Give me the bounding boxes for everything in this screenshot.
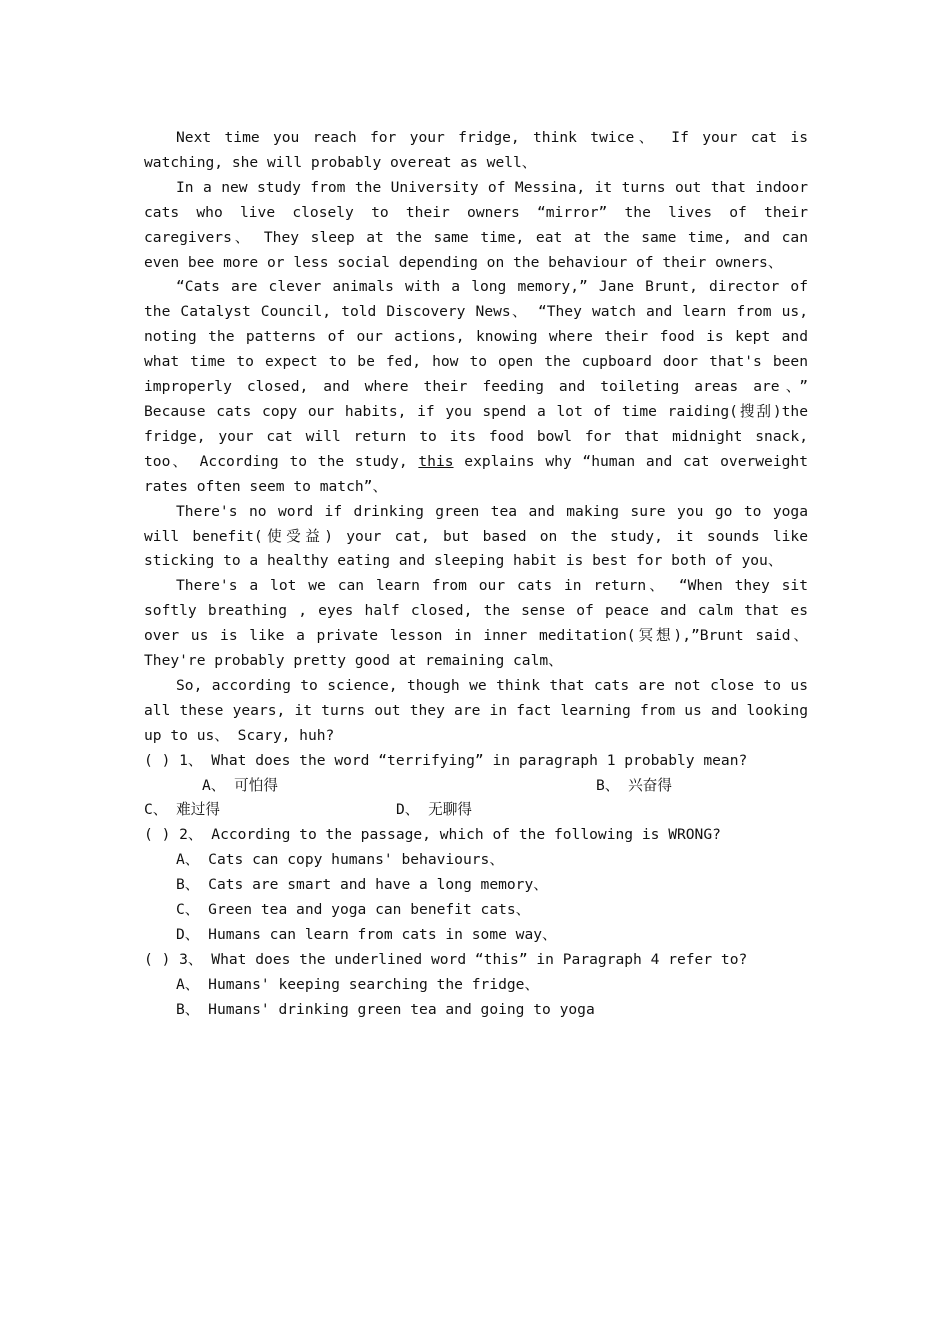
question-2-option-a: A、 Cats can copy humans' behaviours、 bbox=[176, 851, 504, 869]
paragraph-3 bbox=[144, 275, 808, 499]
question-1-option-d: D、 无聊得 bbox=[396, 801, 472, 819]
question-1-option-c: C、 难过得 bbox=[144, 801, 220, 819]
question-2-option-b: B、 Cats are smart and have a long memory、 bbox=[176, 876, 548, 894]
underlined-word-this: this bbox=[418, 452, 454, 470]
question-2: ( ) 2、 According to the passage, which of the following is WRONG? bbox=[144, 826, 721, 844]
question-1-options-row-2 bbox=[144, 798, 808, 823]
question-1-options-row-1 bbox=[144, 774, 808, 799]
question-2-option-c: C、 Green tea and yoga can benefit cats、 bbox=[176, 901, 531, 919]
question-1-option-b: B、 兴奋得 bbox=[596, 776, 672, 794]
paragraph-5: There's a lot we can learn from our cats in return、 “When they sit softly breathing , eyes half closed, the sense of peace and calm that es over us is like a private lesson in inner meditation(冥想),”Brunt said、 They're probably pretty good at remaining calm、 bbox=[144, 577, 808, 670]
question-1: ( ) 1、 What does the word “terrifying” in paragraph 1 probably mean? bbox=[144, 751, 748, 769]
paragraph-6: So, according to science, though we think that cats are not close to us all these years, it turns out they are in fact learning from us and looking up to us、 Scary, huh? bbox=[144, 676, 808, 744]
paragraph-3-text-a: “Cats are clever animals with a long memory,” Jane Brunt, director of the Catalyst Council, told Discovery News、 “They watch and learn from us, noting the patterns of our actions, knowing where their food is kept and what time to expect to be fed, how to open the cupboard door that's been improperly closed, and where their feeding and toileting areas are、” Because cats copy our habits, if you spend a lot of time raiding(搜刮)the fridge, your cat will return to its food bowl for that midnight snack, too、 According to the study, bbox=[144, 278, 808, 470]
question-3-option-a: A、 Humans' keeping searching the fridge、 bbox=[176, 975, 540, 993]
question-1-option-a: A、 可怕得 bbox=[202, 776, 278, 794]
paragraph-1: Next time you reach for your fridge, think twice、 If your cat is watching, she will probably overeat as well、 bbox=[144, 129, 808, 171]
document-page bbox=[144, 126, 808, 1023]
question-2-option-d: D、 Humans can learn from cats in some way、 bbox=[176, 926, 557, 943]
paragraph-4: There's no word if drinking green tea and making sure you go to yoga will benefit(使受益) your cat, but based on the study, it sounds like sticking to a healthy eating and sleeping habit is best for both of you、 bbox=[144, 502, 808, 570]
question-3: ( ) 3、 What does the underlined word “this” in Paragraph 4 refer to? bbox=[144, 950, 748, 968]
paragraph-3-text-b: explains why “human and cat overweight rates often seem to match”、 bbox=[144, 452, 808, 495]
paragraph-2: In a new study from the University of Messina, it turns out that indoor cats who live closely to their owners “mirror” the lives of their caregivers、 They sleep at the same time, eat at the same time, and can even bee more or less social depending on the behaviour of their owners、 bbox=[144, 178, 808, 271]
question-3-option-b: B、 Humans' drinking green tea and going to yoga bbox=[176, 1000, 595, 1018]
